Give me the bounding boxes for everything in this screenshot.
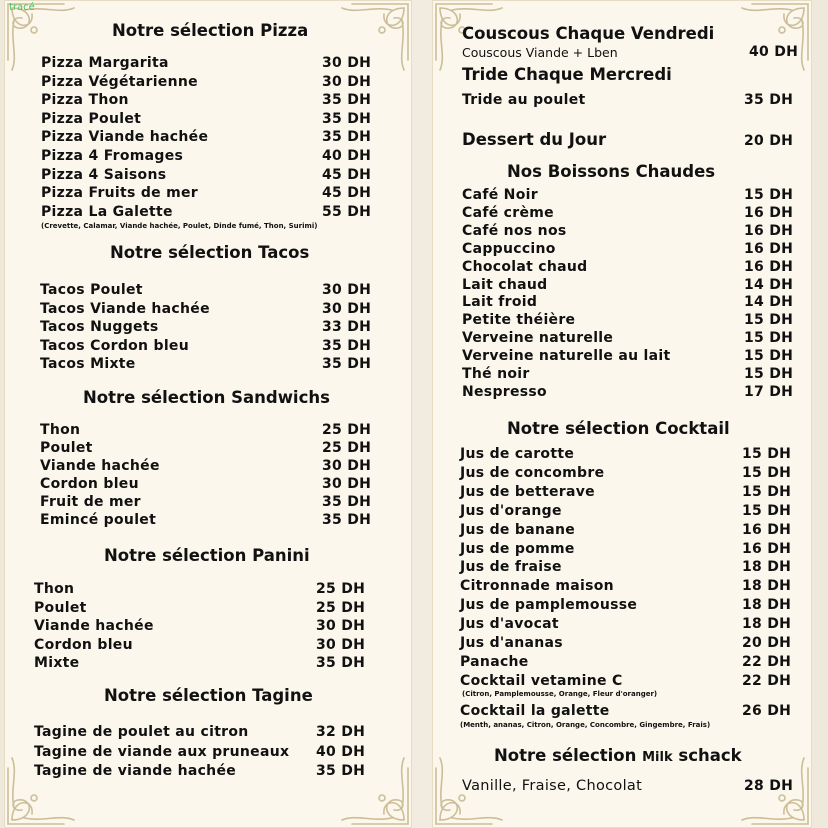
menu-item-price: 15 DH [744,330,794,347]
menu-item-price: 25 DH [322,422,372,438]
menu-item-price: 35 DH [316,655,366,672]
tagine-section-heading: Notre sélection Tagine [104,686,313,705]
menu-item-price: 45 DH [322,185,372,202]
menu-item-name: Poulet [34,599,87,616]
menu-item-name: Pizza Margarita [41,55,169,71]
pizza-galette-note: (Crevette, Calamar, Viande hachée, Poulet, Dinde fumé, Thon, Surimi) [41,222,318,230]
milkshake-heading-end: schack [678,746,742,765]
menu-item-price: 35 DH [322,356,372,373]
menu-item-price: 30 DH [316,636,366,653]
menu-item-price: 15 DH [744,366,794,382]
menu-item-price: 16 DH [744,204,794,221]
menu-item-name: Pizza Thon [41,92,129,109]
menu-item-price: 17 DH [744,383,794,400]
panini-section-heading: Notre sélection Panini [104,546,310,565]
menu-item-name: Jus d'avocat [460,616,559,633]
menu-item-price: 15 DH [742,483,792,500]
menu-item-name: Cordon bleu [34,636,133,653]
menu-item-price: 33 DH [322,319,372,336]
couscous-heading: Couscous Chaque Vendredi [462,24,715,43]
menu-item-name: Jus de pomme [460,540,575,557]
menu-item-price: 16 DH [744,240,794,257]
menu-item-price: 45 DH [322,166,372,183]
menu-item-name: Pizza La Galette [41,203,173,220]
menu-item-name: Nespresso [462,383,547,400]
menu-item-name: Viande hachée [34,618,154,635]
menu-item-name: Petite théière [462,312,576,329]
menu-item-name: Tacos Poulet [40,282,143,298]
couscous-price: 40 DH [749,44,799,60]
menu-item-name: Tagine de viande aux pruneaux [34,743,290,760]
watermark-logo: tracé [9,2,35,13]
menu-item-price: 16 DH [742,540,792,557]
menu-item-name: Lait chaud [462,276,548,293]
cocktail-section-heading: Notre sélection Cocktail [507,419,730,438]
menu-item-price: 15 DH [742,464,792,481]
menu-item-name: Pizza Végétarienne [41,73,198,90]
menu-item-price: 30 DH [322,476,372,492]
menu-item-price: 18 DH [742,578,792,595]
menu-item-name: Chocolat chaud [462,258,588,275]
menu-item-price: 35 DH [322,110,372,127]
menu-item-name: Café nos nos [462,222,567,239]
menu-item-name: Pizza Fruits de mer [41,185,198,202]
tride-heading: Tride Chaque Mercredi [462,65,672,84]
corner-ornament [730,0,812,82]
menu-item-name: Thon [40,422,81,438]
milkshake-price: 28 DH [744,778,794,794]
menu-item-price: 35 DH [322,512,372,528]
menu-item-price: 35 DH [322,494,372,510]
menu-item-name: Pizza Viande hachée [41,129,209,146]
menu-item-price: 18 DH [742,597,792,614]
menu-item-name: Café Noir [462,187,538,203]
menu-item-name: Cocktail vetamine C [460,672,623,689]
menu-item-price: 14 DH [744,294,794,311]
milkshake-heading-small: Milk [642,750,673,765]
menu-item-name: Lait froid [462,294,538,311]
menu-item-price: 20 DH [742,635,792,651]
menu-item-price: 25 DH [316,599,366,616]
menu-item-price: 15 DH [742,502,792,519]
cocktail-galette-note: (Menth, ananas, Citron, Orange, Concombre, Gingembre, Frais) [460,721,711,729]
menu-item-name: Tacos Cordon bleu [40,337,189,354]
menu-item-price: 15 DH [744,312,794,329]
tride-price: 35 DH [744,92,794,108]
menu-item-price: 16 DH [744,222,794,239]
menu-item-name: Jus d'orange [460,502,562,519]
menu-item-name: Jus de carotte [460,446,575,462]
menu-item-name: Tacos Mixte [40,356,136,373]
menu-item-name: Jus de concombre [460,464,605,481]
menu-item-name: Thon [34,581,75,597]
menu-item-price: 25 DH [322,440,372,456]
menu-item-price: 18 DH [742,559,792,576]
menu-item-name: Jus de banane [460,521,576,538]
menu-item-price: 25 DH [316,581,366,597]
menu-item-name: Jus de fraise [460,559,562,576]
menu-item-name: Verveine naturelle au lait [462,348,671,365]
menu-item-price: 30 DH [322,458,372,474]
menu-item-price: 30 DH [322,282,372,298]
menu-item-price: 35 DH [322,92,372,109]
menu-item-name: Mixte [34,655,80,672]
milkshake-section-heading [494,746,742,765]
dessert-price: 20 DH [744,133,794,149]
menu-item-price: 15 DH [744,187,794,203]
menu-item-price: 35 DH [322,129,372,146]
pizza-section-heading: Notre sélection Pizza [112,21,309,40]
menu-item-price: 30 DH [322,73,372,90]
menu-item-name: Café crème [462,204,554,221]
menu-item-name: Pizza 4 Fromages [41,148,184,164]
menu-item-price: 15 DH [742,446,792,462]
menu-item-price: 22 DH [742,672,792,689]
cocktail-vitamine-note: (Citron, Pamplemousse, Orange, Fleur d'oranger) [462,690,658,698]
menu-item-name: Citronnade maison [460,578,614,595]
menu-item-price: 40 DH [322,148,372,164]
menu-item-name: Viande hachée [40,458,160,474]
menu-item-price: 16 DH [744,258,794,275]
sandwichs-section-heading: Notre sélection Sandwichs [83,388,330,407]
tacos-section-heading: Notre sélection Tacos [110,243,310,262]
menu-item-price: 35 DH [316,763,366,779]
menu-item-name: Jus d'ananas [460,635,563,651]
menu-item-name: Cordon bleu [40,476,139,492]
dessert-of-the-day: Dessert du Jour [462,130,607,149]
menu-item-name: Tacos Viande hachée [40,300,210,317]
menu-item-price: 22 DH [742,653,792,670]
menu-item-name: Poulet [40,440,93,456]
menu-item-name: Verveine naturelle [462,330,614,347]
menu-item-name: Pizza Poulet [41,110,142,127]
menu-item-name: Pizza 4 Saisons [41,166,167,183]
tride-item: Tride au poulet [462,92,586,108]
milkshake-item: Vanille, Fraise, Chocolat [462,778,643,794]
hot-drinks-heading: Nos Boissons Chaudes [507,162,716,181]
menu-item-price: 30 DH [322,55,372,71]
menu-item-price: 30 DH [322,300,372,317]
panel-gap [412,0,432,828]
menu-item-price: 15 DH [744,348,794,365]
menu-item-name: Tacos Nuggets [40,319,159,336]
menu-item-name: Jus de pamplemousse [460,597,638,614]
menu-item-price: 35 DH [322,337,372,354]
menu-item-name: Tagine de viande hachée [34,763,237,779]
menu-item-name: Fruit de mer [40,494,141,510]
milkshake-heading-main: Notre sélection [494,746,637,765]
menu-item-price: 14 DH [744,276,794,293]
menu-item-price: 16 DH [742,521,792,538]
menu-item-price: 30 DH [316,618,366,635]
menu-item-price: 18 DH [742,616,792,633]
menu-item-name: Tagine de poulet au citron [34,724,249,740]
menu-item-name: Cappuccino [462,240,556,257]
menu-item-price: 32 DH [316,724,366,740]
menu-item-name: Cocktail la galette [460,703,610,719]
menu-item-name: Emincé poulet [40,512,157,528]
couscous-item: Couscous Viande + Lben [462,45,618,60]
menu-item-name: Panache [460,653,529,670]
menu-item-price: 40 DH [316,743,366,760]
menu-item-name: Thé noir [462,366,530,382]
menu-item-price: 55 DH [322,203,372,220]
menu-item-price: 26 DH [742,703,792,719]
menu-item-name: Jus de betterave [460,483,595,500]
